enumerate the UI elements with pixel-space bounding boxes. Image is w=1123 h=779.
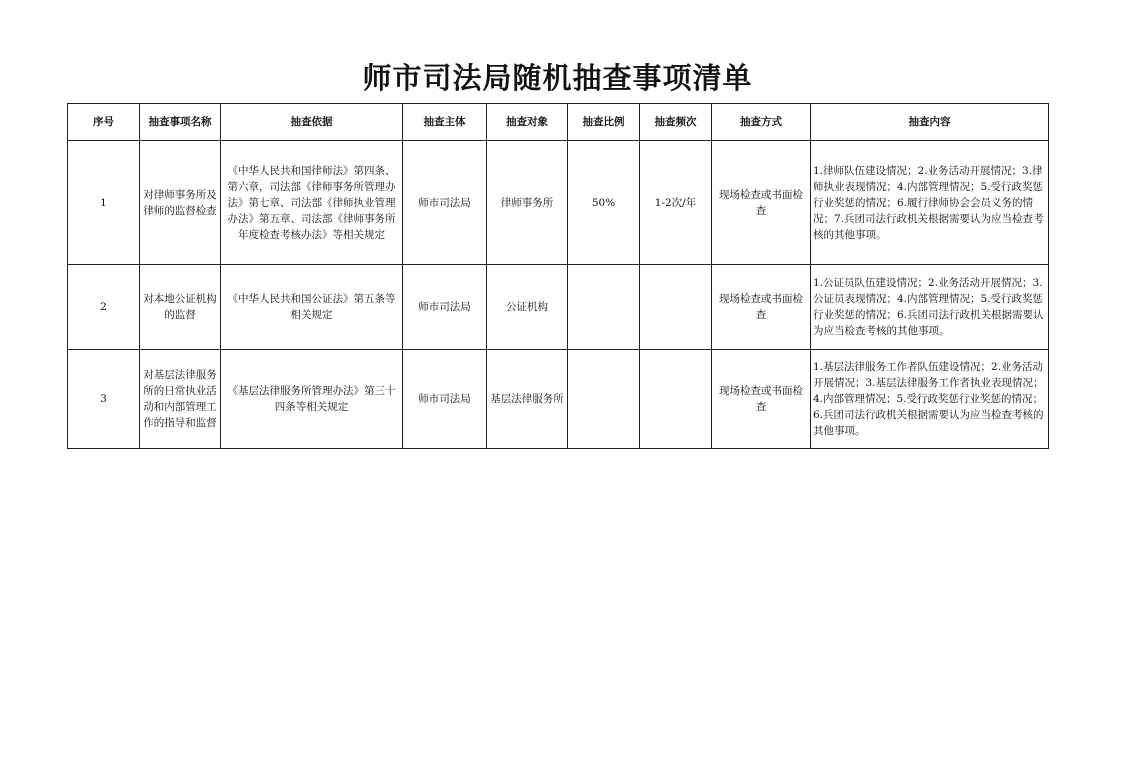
cell-subject: 师市司法局 (403, 350, 487, 449)
header-content: 抽查内容 (811, 104, 1049, 141)
header-frequency: 抽查频次 (640, 104, 712, 141)
cell-index: 2 (68, 265, 140, 350)
cell-content: 1.公证员队伍建设情况；2.业务活动开展情况；3.公证员表现情况；4.内部管理情况；5.受行政奖惩行业奖惩的情况；6.兵团司法行政机关根据需要认为应当检查考核的其他事项。 (811, 265, 1049, 350)
cell-method: 现场检查或书面检查 (712, 141, 811, 265)
cell-target: 律师事务所 (487, 141, 568, 265)
page-title: 师市司法局随机抽查事项清单 (362, 61, 753, 95)
cell-method: 现场检查或书面检查 (712, 350, 811, 449)
cell-method: 现场检查或书面检查 (712, 265, 811, 350)
header-target: 抽查对象 (487, 104, 568, 141)
cell-subject: 师市司法局 (403, 265, 487, 350)
cell-ratio (568, 350, 640, 449)
table-row (68, 350, 1049, 449)
cell-target: 公证机构 (487, 265, 568, 350)
header-basis: 抽查依据 (221, 104, 403, 141)
cell-frequency (640, 265, 712, 350)
header-method: 抽查方式 (712, 104, 811, 141)
cell-target: 基层法律服务所 (487, 350, 568, 449)
cell-content: 1.基层法律服务工作者队伍建设情况；2.业务活动开展情况；3.基层法律服务工作者执业表现情况；4.内部管理情况；5.受行政奖惩行业奖惩的情况；6.兵团司法行政机关根据需要认为应当检查考核的其他事项。 (811, 350, 1049, 449)
cell-frequency (640, 350, 712, 449)
inspection-table (67, 103, 1049, 449)
cell-item-name: 对律师事务所及律师的监督检查 (140, 141, 221, 265)
cell-basis: 《中华人民共和国公证法》第五条等相关规定 (221, 265, 403, 350)
header-row (68, 104, 1049, 141)
cell-ratio: 50% (568, 141, 640, 265)
header-subject: 抽查主体 (403, 104, 487, 141)
cell-index: 3 (68, 350, 140, 449)
table-row (68, 141, 1049, 265)
header-ratio: 抽查比例 (568, 104, 640, 141)
header-item-name: 抽查事项名称 (140, 104, 221, 141)
cell-index: 1 (68, 141, 140, 265)
cell-ratio (568, 265, 640, 350)
table-row (68, 265, 1049, 350)
cell-item-name: 对基层法律服务所的日常执业活动和内部管理工作的指导和监督 (140, 350, 221, 449)
cell-subject: 师市司法局 (403, 141, 487, 265)
cell-item-name: 对本地公证机构的监督 (140, 265, 221, 350)
cell-frequency: 1-2次/年 (640, 141, 712, 265)
cell-basis: 《基层法律服务所管理办法》第三十四条等相关规定 (221, 350, 403, 449)
cell-basis: 《中华人民共和国律师法》第四条、第六章，司法部《律师事务所管理办法》第七章、司法部《律师执业管理办法》第五章、司法部《律师事务所年度检查考核办法》等相关规定 (221, 141, 403, 265)
cell-content: 1.律师队伍建设情况；2.业务活动开展情况；3.律师执业表现情况；4.内部管理情况；5.受行政奖惩行业奖惩的情况；6.履行律师协会会员义务的情况；7.兵团司法行政机关根据需要认为应当检查考核的其他事项。 (811, 141, 1049, 265)
header-index: 序号 (68, 104, 140, 141)
